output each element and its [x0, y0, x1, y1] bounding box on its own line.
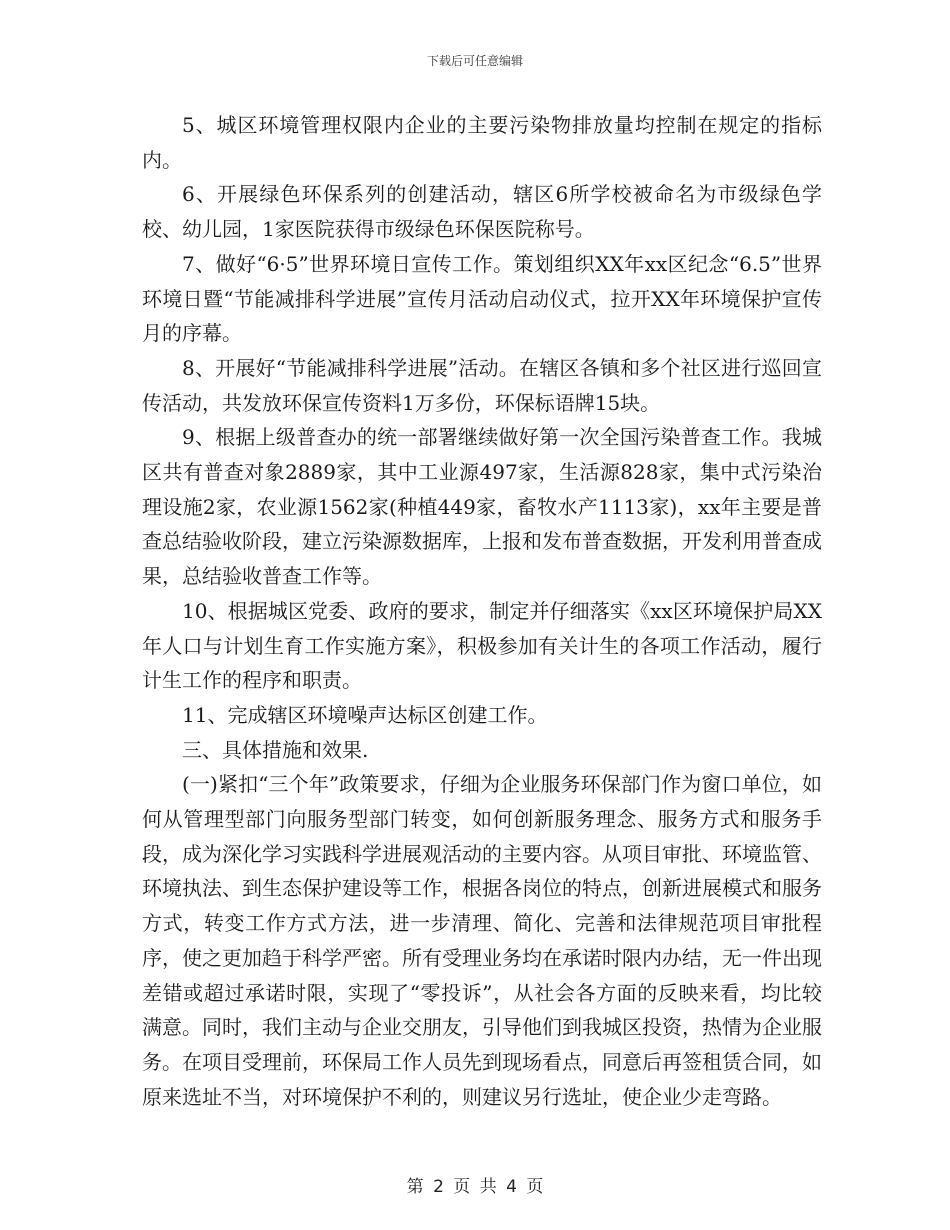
paragraph: 5、城区环境管理权限内企业的主要污染物排放量均控制在规定的指标内。	[142, 113, 822, 172]
paragraph: 7、做好“6·5”世界环境日宣传工作。策划组织XX年xx区纪念“6.5”世界环境日暨“节能减排科学进展”宣传月活动启动仪式，拉开XX年环境保护宣传月的序幕。	[142, 251, 822, 346]
page-header: 下载后可任意编辑	[426, 54, 523, 68]
paragraph: 10、根据城区党委、政府的要求，制定并仔细落实《xx区环境保护局XX年人口与计划生育工作实施方案》，积极参加有关计生的各项工作活动，履行计生工作的程序和职责。	[142, 598, 822, 693]
paragraph: 11、完成辖区环境噪声达标区创建工作。	[182, 702, 548, 727]
page-number: 第 2 页 共 4 页	[406, 1177, 544, 1197]
document-body	[142, 108, 822, 1114]
paragraph: (一)紧扣“三个年”政策要求，仔细为企业服务环保部门作为窗口单位，如何从管理型部门向服务型部门转变，如何创新服务理念、服务方式和服务手段，成为深化学习实践科学进展观活动的主要内容。从项目审批、环境监管、环境执法、到生态保护建设等工作，根据各岗位的特点，创新进展模式和服务方式，转变工作方式方法，进一步清理、简化、完善和法律规范项目审批程序，使之更加趋于科学严密。所有受理业务均在承诺时限内办结，无一件出现差错或超过承诺时限，实现了“零投诉”，从社会各方面的反映来看，均比较满意。同时，我们主动与企业交朋友，引导他们到我城区投资，热情为企业服务。在项目受理前，环保局工作人员先到现场看点，同意后再签租赁合同，如原来选址不当，对环境保护不利的，则建议另行选址，使企业少走弯路。	[142, 772, 822, 1109]
section-heading: 三、具体措施和效果.	[182, 737, 369, 762]
paragraph: 8、开展好“节能减排科学进展”活动。在辖区各镇和多个社区进行巡回宣传活动，共发放环保宣传资料1万多份，环保标语牌15块。	[142, 355, 822, 415]
paragraph: 6、开展绿色环保系列的创建活动，辖区6所学校被命名为市级绿色学校、幼儿园，1家医院获得市级绿色环保医院称号。	[142, 182, 822, 242]
paragraph: 9、根据上级普查办的统一部署继续做好第一次全国污染普查工作。我城区共有普查对象2889家，其中工业源497家，生活源828家，集中式污染治理设施2家，农业源1562家(种植449家，畜牧水产1113家)，xx年主要是普查总结验收阶段，建立污染源数据库，上报和发布普查数据，开发利用普查成果，总结验收普查工作等。	[142, 425, 822, 589]
